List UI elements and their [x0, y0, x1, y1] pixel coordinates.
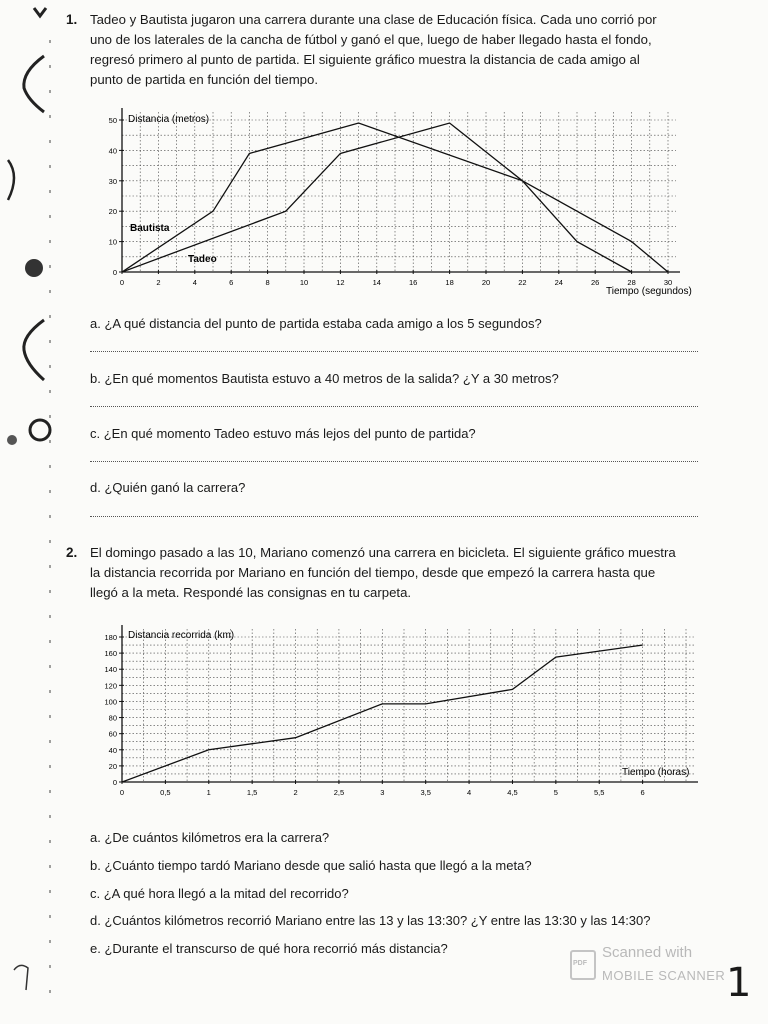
- y-tick-label: 120: [104, 681, 117, 691]
- margin-scribble: [14, 965, 28, 990]
- question-2c: c. ¿A qué hora llegó a la mitad del recorrido?: [90, 886, 349, 901]
- y-tick-label: 20: [108, 207, 117, 217]
- x-tick-label: 4,5: [507, 788, 518, 797]
- x-tick-label: 1: [206, 788, 211, 797]
- x-tick-label: 16: [409, 278, 418, 287]
- y-tick-label: 80: [108, 713, 117, 723]
- margin-mark-top: [34, 8, 46, 16]
- question-2-line-2: la distancia recorrida por Mariano en función del tiempo, desde que empezó la carrera hasta que: [90, 565, 656, 580]
- margin-ring-hole-1: [25, 259, 43, 277]
- y-tick-label: 30: [108, 176, 117, 186]
- answer-line-1c[interactable]: [90, 461, 698, 462]
- x-tick-label: 4: [466, 788, 472, 797]
- question-1-line-3: regresó primero al punto de partida. El siguiente gráfico muestra la distancia de cada amigo al: [90, 52, 640, 67]
- x-tick-label: 1,5: [246, 788, 258, 797]
- y-tick-label: 20: [108, 761, 117, 771]
- answer-line-1a[interactable]: [90, 351, 698, 352]
- question-1a: a. ¿A qué distancia del punto de partida estaba cada amigo a los 5 segundos?: [90, 316, 542, 331]
- x-tick-label: 6: [640, 788, 645, 797]
- y-tick-label: 40: [108, 146, 117, 156]
- x-tick-label: 26: [591, 278, 600, 287]
- margin-bracket-2: [8, 160, 14, 200]
- question-1d: d. ¿Quién ganó la carrera?: [90, 480, 246, 495]
- question-1-line-4: punto de partida en función del tiempo.: [90, 72, 319, 87]
- question-1-line-1: Tadeo y Bautista jugaron una carrera durante una clase de Educación física. Cada uno corrió por: [90, 12, 657, 27]
- question-2d: d. ¿Cuántos kilómetros recorrió Mariano entre las 13 y las 13:30? ¿Y entre las 13:30 y las 14:30?: [90, 913, 651, 928]
- question-1c: c. ¿En qué momento Tadeo estuvo más lejos del punto de partida?: [90, 426, 476, 441]
- x-tick-label: 5: [553, 788, 558, 797]
- margin-ring-hole-2: [30, 420, 50, 440]
- x-tick-label: 3: [380, 788, 385, 797]
- y-tick-label: 180: [104, 633, 117, 642]
- x-tick-label: 4: [192, 278, 197, 287]
- y-tick-label: 160: [104, 649, 117, 659]
- margin-bracket-3: [24, 320, 44, 380]
- question-2-number: 2.: [66, 545, 78, 560]
- chart1-ylabel: Distancia (metros): [128, 114, 210, 125]
- x-tick-label: 2,5: [333, 788, 345, 797]
- x-tick-label: 8: [265, 278, 270, 287]
- x-tick-label: 10: [299, 278, 309, 287]
- chart1-legend-bautista: Bautista: [130, 223, 170, 234]
- scanner-watermark: [570, 944, 740, 994]
- x-tick-label: 3,5: [420, 788, 431, 797]
- x-tick-label: 22: [518, 278, 527, 287]
- y-tick-label: 10: [108, 237, 117, 247]
- y-tick-label: 0: [112, 778, 117, 787]
- x-tick-label: 12: [336, 278, 345, 287]
- y-tick-label: 40: [108, 745, 117, 755]
- race-distance-chart: [96, 100, 706, 305]
- question-2a: a. ¿De cuántos kilómetros era la carrera?: [90, 830, 330, 845]
- x-tick-label: 24: [554, 278, 563, 287]
- pdf-icon: PDF: [570, 950, 596, 980]
- x-tick-label: 30: [663, 278, 673, 287]
- margin-dot-1: [7, 435, 17, 445]
- x-tick-label: 5,5: [594, 788, 605, 797]
- page-number: 1: [726, 960, 752, 1006]
- answer-line-1b[interactable]: [90, 406, 698, 407]
- x-tick-label: 0: [119, 788, 125, 797]
- question-2-line-1: El domingo pasado a las 10, Mariano comenzó una carrera en bicicleta. El siguiente gráfico muestra: [90, 545, 676, 560]
- x-tick-label: 18: [445, 278, 454, 287]
- y-tick-label: 0: [112, 268, 117, 277]
- question-2e: e. ¿Durante el transcurso de qué hora recorrió más distancia?: [90, 941, 448, 956]
- y-tick-label: 100: [104, 697, 117, 707]
- watermark-line-1: Scanned with: [602, 944, 693, 961]
- chart2-xlabel: Tiempo (horas): [622, 767, 690, 778]
- answer-line-1d[interactable]: [90, 516, 698, 517]
- y-tick-label: 140: [104, 665, 117, 675]
- x-tick-label: 2: [293, 788, 298, 797]
- bicycle-distance-chart: [88, 615, 698, 815]
- chart1-xlabel: Tiempo (segundos): [606, 286, 692, 297]
- x-tick-label: 6: [229, 278, 234, 287]
- question-2-line-3: llegó a la meta. Respondé las consignas en tu carpeta.: [90, 585, 412, 600]
- x-tick-label: 0,5: [160, 788, 171, 797]
- x-tick-label: 0: [119, 278, 125, 287]
- binder-margin-marks: [0, 0, 60, 1024]
- question-2b: b. ¿Cuánto tiempo tardó Mariano desde que salió hasta que llegó a la meta?: [90, 858, 532, 873]
- x-tick-label: 28: [627, 278, 636, 287]
- margin-bracket-1: [24, 56, 44, 112]
- chart1-legend-tadeo: Tadeo: [188, 254, 217, 265]
- x-tick-label: 20: [481, 278, 491, 287]
- y-tick-label: 60: [108, 729, 117, 739]
- question-1-number: 1.: [66, 12, 78, 27]
- x-tick-label: 2: [156, 278, 161, 287]
- chart2-ylabel: Distancia recorrida (km): [128, 630, 235, 641]
- x-tick-label: 14: [372, 278, 381, 287]
- y-tick-label: 50: [108, 116, 117, 125]
- watermark-line-2: MOBILE SCANNER: [602, 968, 726, 983]
- question-1b: b. ¿En qué momentos Bautista estuvo a 40 metros de la salida? ¿Y a 30 metros?: [90, 371, 559, 386]
- question-1-line-2: uno de los laterales de la cancha de fútbol y ganó el que, luego de haber llegado hasta el fondo,: [90, 32, 652, 47]
- chart1-frame: [96, 100, 706, 305]
